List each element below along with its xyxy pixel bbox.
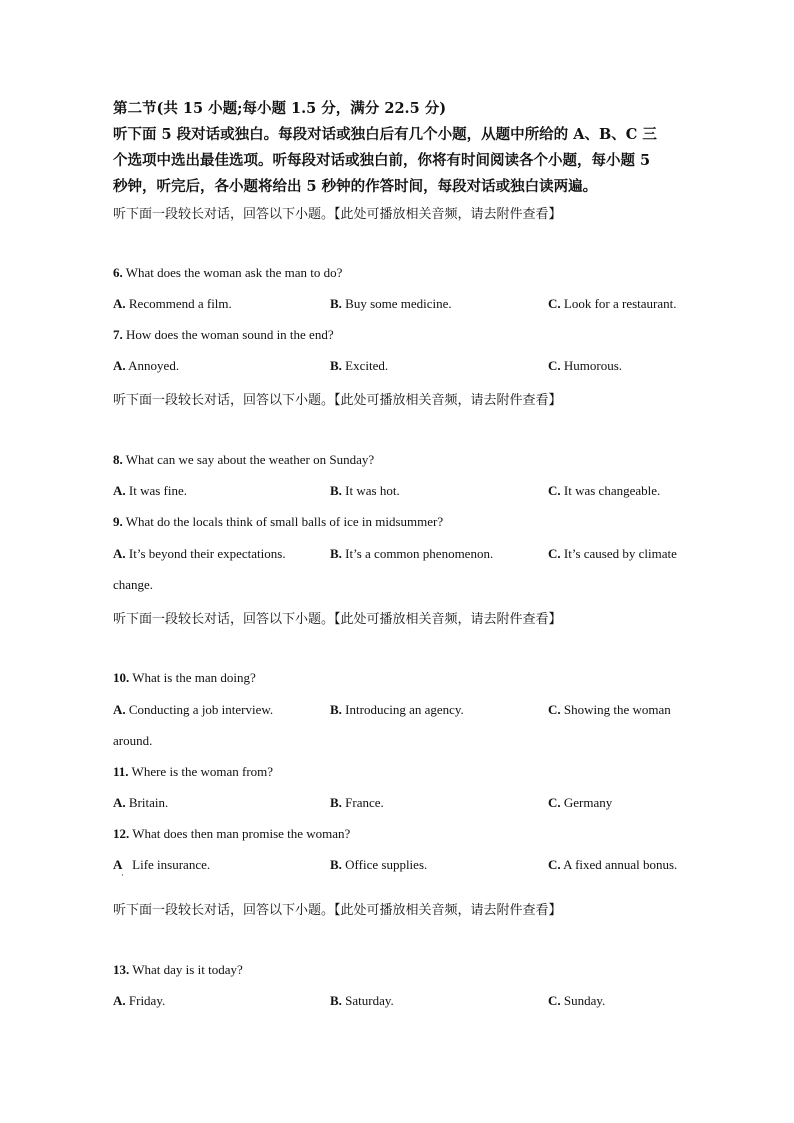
option-a: A. Annoyed. bbox=[113, 358, 180, 373]
option-b: B. Introducing an agency. bbox=[330, 702, 464, 717]
question-12: 12. What does then man promise the woman? bbox=[113, 826, 351, 841]
audio-note: 听下面一段较长对话，回答以下小题。【此处可播放相关音频，请去附件查看】 bbox=[113, 612, 562, 627]
instructions-line-3: 秒钟，听完后，各小题将给出 5 秒钟的作答时间，每段对话或独白读两遍。 bbox=[113, 178, 598, 195]
option-c: C. It’s caused by climate bbox=[548, 546, 677, 561]
option-a: A. Recommend a film. bbox=[113, 296, 232, 311]
question-13: 13. What day is it today? bbox=[113, 962, 243, 977]
option-b: B. It’s a common phenomenon. bbox=[330, 546, 494, 561]
option-c: C. Germany bbox=[548, 795, 613, 810]
question-9: 9. What do the locals think of small balls of ice in midsummer? bbox=[113, 514, 444, 529]
option-c: C. Showing the woman bbox=[548, 702, 671, 717]
option-b: B. Buy some medicine. bbox=[330, 296, 452, 311]
option-a: A. Friday. bbox=[113, 993, 166, 1008]
option-a: A. Britain. bbox=[113, 795, 169, 810]
question-6: 6. What does the woman ask the man to do? bbox=[113, 265, 343, 280]
option-c: C. A fixed annual bonus. bbox=[548, 857, 678, 872]
question-11: 11. Where is the woman from? bbox=[113, 764, 274, 779]
section-title: 第二节(共 15 小题;每小题 1.5 分，满分 22.5 分) bbox=[113, 100, 447, 117]
audio-note: 听下面一段较长对话，回答以下小题。【此处可播放相关音频，请去附件查看】 bbox=[113, 207, 562, 222]
option-c: C. Look for a restaurant. bbox=[548, 296, 677, 311]
option-b: B. It was hot. bbox=[330, 483, 400, 498]
question-10: 10. What is the man doing? bbox=[113, 670, 256, 685]
option-b: B. Office supplies. bbox=[330, 857, 428, 872]
option-a: A. It was fine. bbox=[113, 483, 188, 498]
stray-dot: · bbox=[121, 870, 124, 880]
audio-note: 听下面一段较长对话，回答以下小题。【此处可播放相关音频，请去附件查看】 bbox=[113, 903, 562, 918]
option-c-continued: change. bbox=[113, 577, 154, 592]
option-b: B. Excited. bbox=[330, 358, 389, 373]
option-c: C. It was changeable. bbox=[548, 483, 661, 498]
question-8: 8. What can we say about the weather on Sunday? bbox=[113, 452, 375, 467]
question-7: 7. How does the woman sound in the end? bbox=[113, 327, 334, 342]
option-b: B. Saturday. bbox=[330, 993, 394, 1008]
option-c: C. Humorous. bbox=[548, 358, 623, 373]
option-a: A. It’s beyond their expectations. bbox=[113, 546, 286, 561]
option-a: A. Conducting a job interview. bbox=[113, 702, 274, 717]
audio-note: 听下面一段较长对话，回答以下小题。【此处可播放相关音频，请去附件查看】 bbox=[113, 393, 562, 408]
option-b: B. France. bbox=[330, 795, 384, 810]
instructions-line-1: 听下面 5 段对话或独白。每段对话或独白后有几个小题，从题中所给的 A、B、C 三 bbox=[113, 126, 657, 143]
instructions-line-2: 个选项中选出最佳选项。听每段对话或独白前，你将有时间阅读各个小题，每小题 5 bbox=[113, 152, 651, 169]
option-c: C. Sunday. bbox=[548, 993, 606, 1008]
option-c-continued: around. bbox=[113, 733, 153, 748]
option-a: A Life insurance. bbox=[113, 857, 211, 872]
